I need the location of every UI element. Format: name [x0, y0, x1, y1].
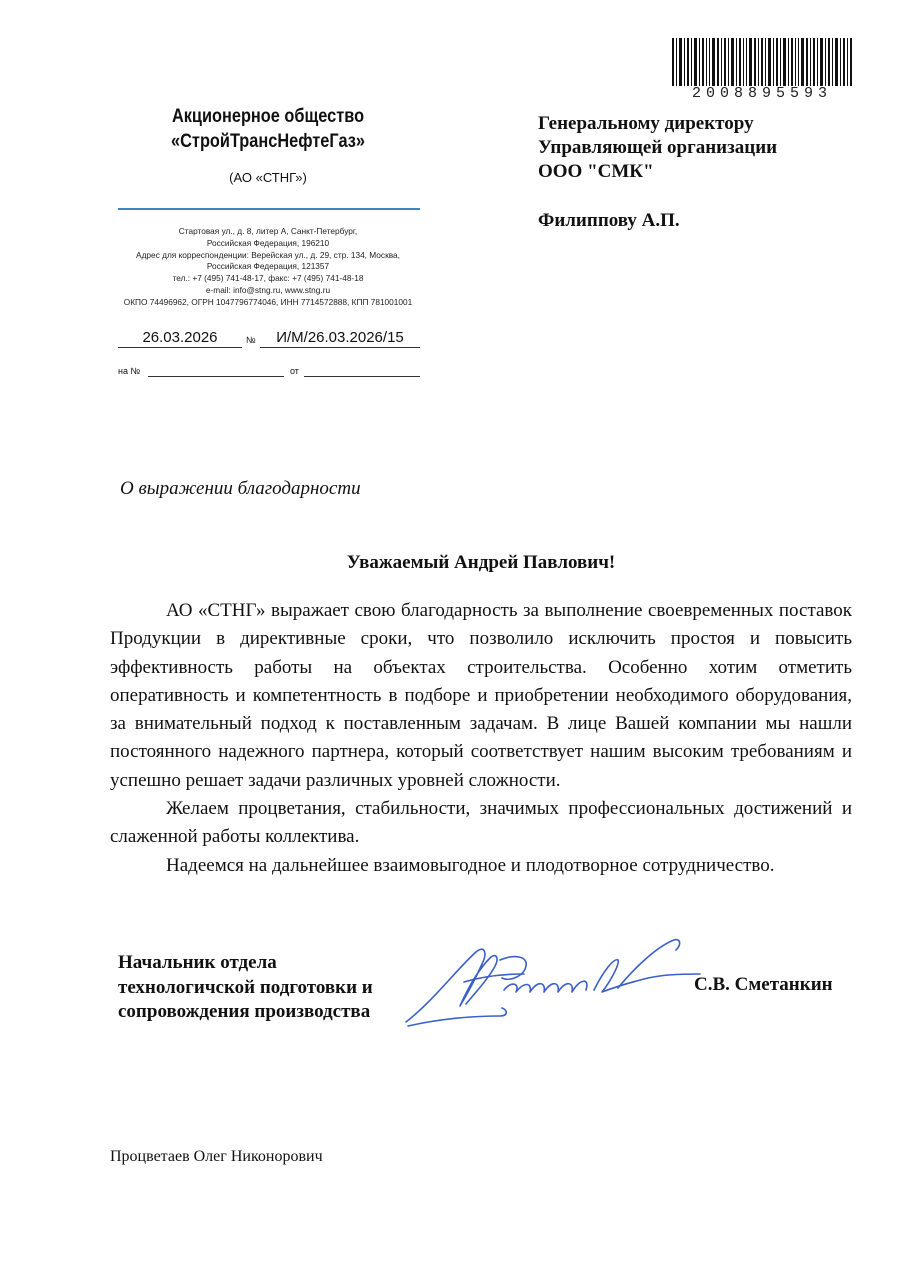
address-line: e-mail: info@stng.ru, www.stng.ru	[205, 284, 331, 295]
address-line: Российская Федерация, 196210	[206, 237, 330, 248]
recipient-line: Генеральному директору	[538, 113, 754, 134]
registration-number-label: №	[246, 335, 256, 345]
address-line: тел.: +7 (495) 741-48-17, факс: +7 (495) 741-48-18	[172, 273, 364, 284]
registration-number: И/М/26.03.2026/15	[260, 329, 420, 348]
recipient-line: Управляющей организации	[538, 137, 778, 158]
reference-number-label: на №	[118, 366, 141, 376]
signatory-title-line: Начальник отдела	[118, 952, 277, 973]
org-name	[139, 104, 397, 154]
letter-greeting: Уважаемый Андрей Павлович!	[346, 552, 616, 573]
body-paragraph: АО «СТНГ» выражает свою благодарность за выполнение своевременных поставок Продукции в директивные сроки, что позволило исключить простоя и повысить эффективность работы на объектах строительства. Особенно хотим отметить оперативность и компетентность в подборе и приобретении необходимого оборудования, за внимательный подход к поставленным задачам. В лице Вашей компании мы нашли постоянного надежного партнера, который соответствует нашим высоким требованиям и успешно решает задачи различных уровней сложности.	[110, 600, 852, 791]
letter-body	[110, 597, 852, 880]
barcode-number: 2008895593	[691, 85, 832, 102]
reference-date-label: от	[290, 366, 299, 376]
org-name-line2: «СтройТрансНефтеГаз»	[171, 131, 365, 152]
org-short-name: (АО «СТНГ»)	[229, 170, 307, 185]
body-paragraph: Надеемся на дальнейшее взаимовыгодное и плодотворное сотрудничество.	[166, 854, 775, 876]
recipient-name: Филиппову А.П.	[538, 210, 680, 231]
address-line: Стартовая ул., д. 8, литер А, Санкт-Петербург,	[178, 226, 358, 236]
signatory-title-line: сопровождения производства	[118, 1001, 371, 1022]
reference-number-line	[148, 376, 284, 377]
address-line: ОКПО 74496962, ОГРН 1047796774046, ИНН 7714572888, КПП 781001001	[123, 296, 413, 307]
recipient-line: ООО "СМК"	[538, 161, 654, 182]
barcode-image	[672, 38, 852, 86]
letterhead-divider	[118, 208, 420, 210]
registration-date: 26.03.2026	[118, 329, 242, 348]
letter-subject: О выражении благодарности	[120, 478, 361, 499]
reference-date-line	[304, 376, 420, 377]
address-line: Адрес для корреспонденции: Верейская ул., д. 29, стр. 134, Москва,	[136, 249, 400, 260]
address-line: Российская Федерация, 121357	[206, 261, 330, 272]
signatory-title	[118, 951, 373, 1025]
signatory-title-line: технологичской подготовки и	[118, 976, 373, 998]
signatory-name: С.В. Сметанкин	[694, 974, 833, 995]
executor-name: Процветаев Олег Никонорович	[110, 1148, 323, 1165]
body-paragraph: Желаем процветания, стабильности, значимых профессиональных достижений и слаженной работы коллектива.	[110, 798, 852, 848]
org-name-line1: Акционерное общество	[171, 106, 365, 127]
org-address	[112, 226, 424, 309]
recipient-block	[538, 112, 777, 184]
handwritten-signature	[404, 930, 704, 1030]
